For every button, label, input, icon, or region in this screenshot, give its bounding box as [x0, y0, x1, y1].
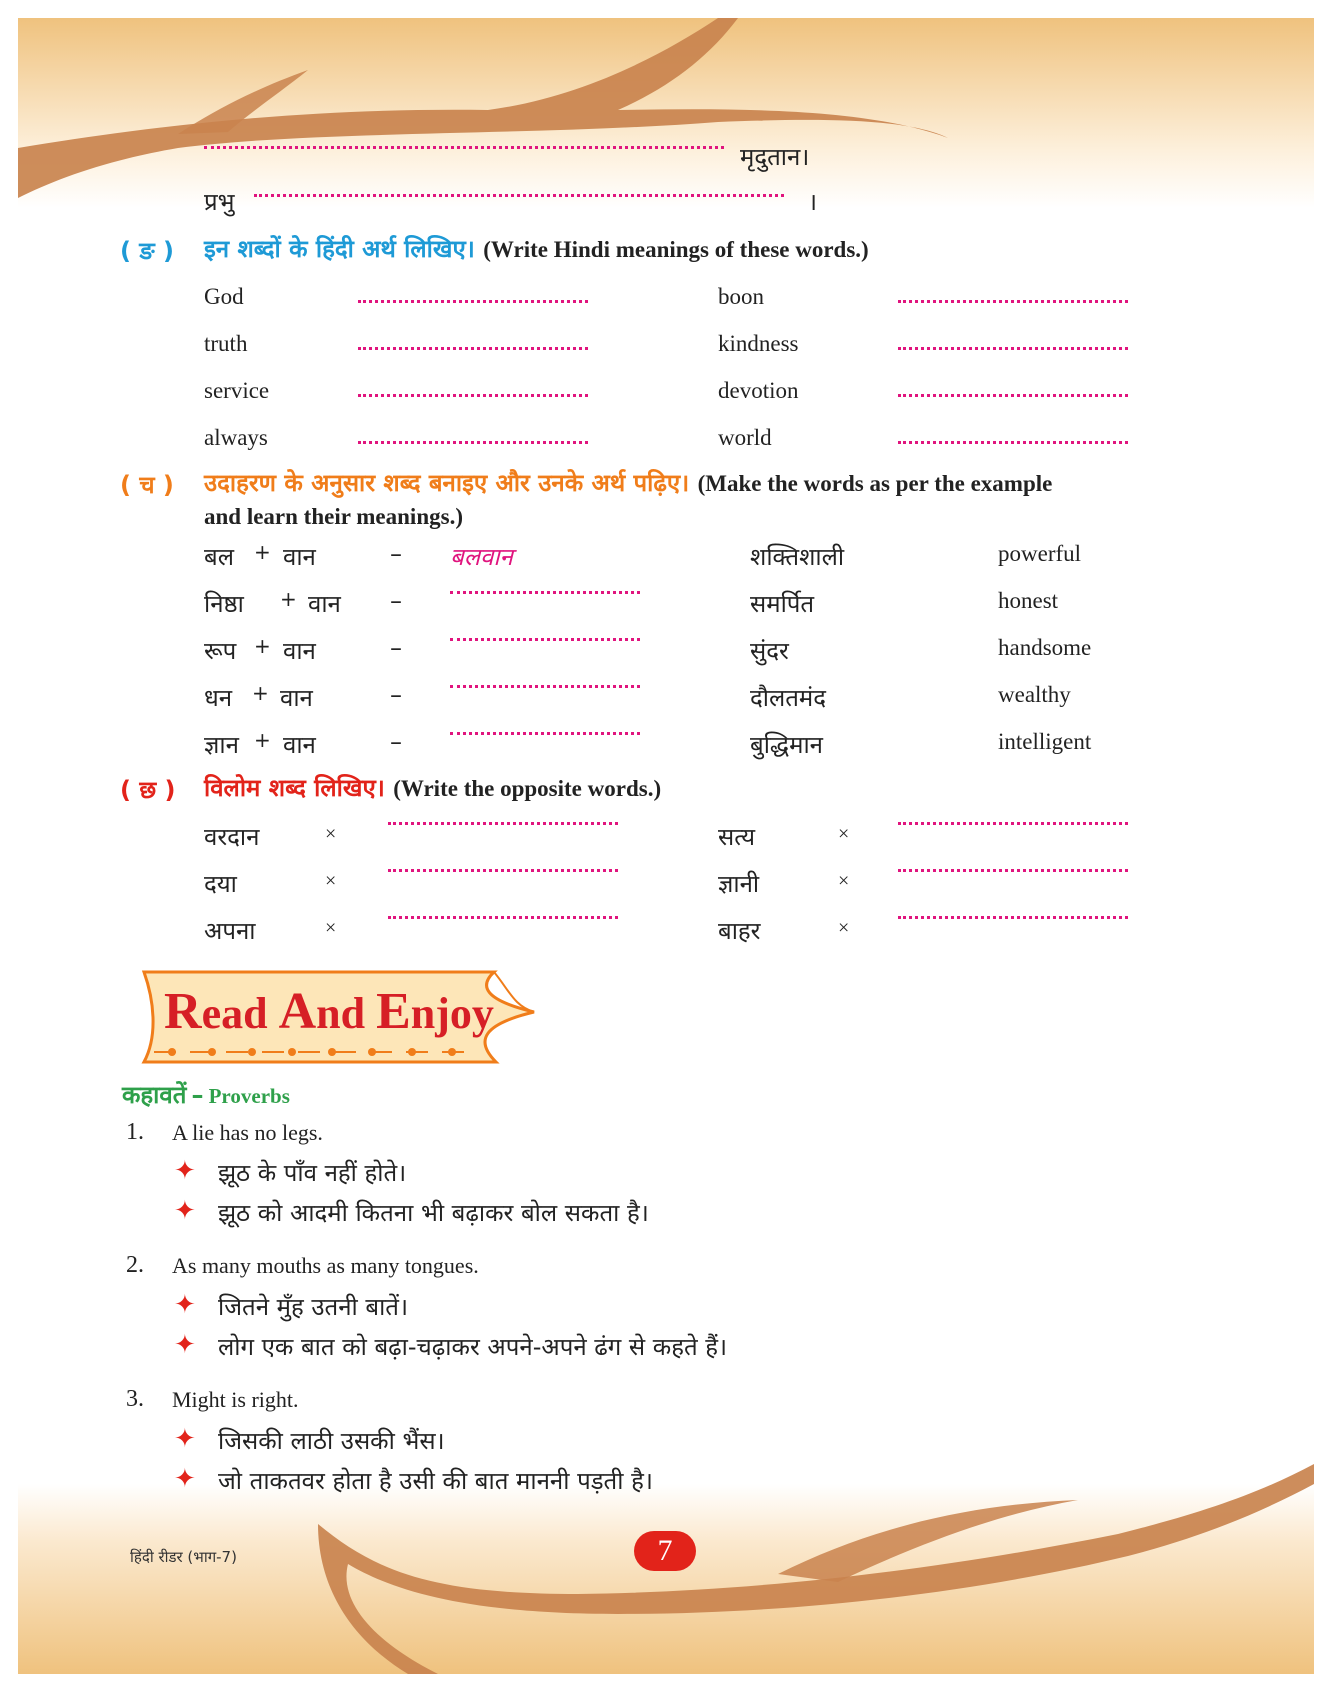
star-bullet-icon: ✦ [174, 1196, 196, 1226]
answer-blank[interactable] [450, 638, 640, 641]
dash: – [390, 728, 402, 756]
word-right: boon [718, 284, 764, 309]
proverb-number: 3. [126, 1386, 144, 1412]
opposite-right-word: बाहर [718, 917, 761, 945]
page-number-badge: 7 [634, 1531, 696, 1571]
base-word: बल [204, 543, 234, 571]
section-nga-label: ( ङ ) [120, 237, 174, 265]
base-word: ज्ञान [204, 731, 239, 759]
proverb-hindi: जितने मुँह उतनी बातें। [218, 1293, 409, 1321]
banner-letter: E [376, 983, 411, 1040]
banner-title [164, 982, 494, 1041]
proverbs-dash: – [191, 1081, 204, 1109]
answer-blank[interactable] [898, 300, 1128, 303]
word-left: God [204, 284, 244, 309]
line2-end-text: । [808, 188, 818, 216]
example-answer: बलवान [450, 543, 513, 571]
suffix-word: वान [283, 543, 316, 571]
proverb-hindi: जो ताकतवर होता है उसी की बात माननी पड़ती है। [218, 1467, 653, 1495]
proverb-english: A lie has no legs. [172, 1120, 323, 1145]
section-chha-label: ( छ ) [120, 776, 176, 804]
word-right: world [718, 425, 772, 450]
section-cha-title-hi: उदाहरण के अनुसार शब्द बनाइए और उनके अर्थ पढ़िए। [204, 469, 690, 497]
footer-book-title: हिंदी रीडर (भाग-7) [130, 1548, 237, 1566]
section-cha-label: ( च ) [120, 471, 174, 499]
suffix-word: वान [308, 590, 341, 618]
answer-blank[interactable] [898, 822, 1128, 825]
proverb-english: Might is right. [172, 1387, 299, 1412]
line1-end-text: मृदुतान। [740, 143, 810, 171]
star-bullet-icon: ✦ [174, 1156, 196, 1186]
cross-sign: × [325, 823, 337, 845]
proverb-hindi: जिसकी लाठी उसकी भैंस। [218, 1427, 445, 1455]
synonym: समर्पित [750, 590, 815, 618]
plus-sign: + [280, 587, 297, 611]
answer-blank[interactable] [358, 347, 588, 350]
cross-sign: × [838, 823, 850, 845]
star-bullet-icon: ✦ [174, 1290, 196, 1320]
plus-sign: + [254, 634, 271, 658]
plus-sign: + [254, 728, 271, 752]
answer-blank[interactable] [358, 394, 588, 397]
synonym: सुंदर [750, 637, 789, 665]
banner-letter: R [164, 983, 202, 1040]
cross-sign: × [838, 917, 850, 939]
opposite-right-word: ज्ञानी [718, 870, 760, 898]
banner-letter: A [278, 983, 317, 1040]
opposite-left-word: वरदान [204, 823, 260, 851]
proverb-english: As many mouths as many tongues. [172, 1253, 479, 1278]
section-chha-title-en: (Write the opposite words.) [393, 776, 662, 801]
answer-blank[interactable] [388, 916, 618, 919]
section-nga-title-hi: इन शब्दों के हिंदी अर्थ लिखिए। [204, 235, 475, 263]
section-chha-title [204, 771, 661, 804]
answer-blank[interactable] [450, 685, 640, 688]
star-bullet-icon: ✦ [174, 1424, 196, 1454]
dash: – [390, 681, 402, 709]
banner-word: njoy [410, 989, 494, 1038]
cross-sign: × [325, 870, 337, 892]
dash: – [390, 587, 402, 615]
meaning: intelligent [998, 729, 1092, 754]
base-word: निष्ठा [204, 590, 244, 618]
dash: – [390, 540, 402, 568]
answer-blank[interactable] [898, 869, 1128, 872]
proverb-hindi: झूठ को आदमी कितना भी बढ़ाकर बोल सकता है। [218, 1199, 649, 1227]
plus-sign: + [254, 540, 271, 564]
suffix-word: वान [280, 684, 313, 712]
proverbs-heading [122, 1078, 290, 1111]
answer-blank[interactable] [898, 916, 1128, 919]
synonym: दौलतमंद [750, 684, 827, 712]
dash: – [390, 634, 402, 662]
section-nga-title-en: (Write Hindi meanings of these words.) [483, 237, 869, 262]
cross-sign: × [325, 917, 337, 939]
word-left: always [204, 425, 268, 450]
suffix-word: वान [283, 731, 316, 759]
meaning: handsome [998, 635, 1092, 660]
banner-word: ead [201, 989, 279, 1038]
suffix-word: वान [283, 637, 316, 665]
meaning: honest [998, 588, 1059, 613]
answer-blank[interactable] [450, 591, 640, 594]
section-cha-title-en-1: (Make the words as per the example [697, 471, 1053, 496]
section-chha-title-hi: विलोम शब्द लिखिए। [204, 774, 385, 802]
proverb-number: 2. [126, 1252, 144, 1278]
answer-blank[interactable] [358, 300, 588, 303]
answer-blank[interactable] [388, 822, 618, 825]
cross-sign: × [838, 870, 850, 892]
opposite-left-word: अपना [204, 917, 256, 945]
proverbs-title-en: Proverbs [208, 1084, 290, 1108]
proverb-hindi: लोग एक बात को बढ़ा-चढ़ाकर अपने-अपने ढंग से कहते हैं। [218, 1333, 728, 1361]
proverb-hindi: झूठ के पाँव नहीं होते। [218, 1159, 407, 1187]
meaning: wealthy [998, 682, 1071, 707]
banner-word: nd [316, 989, 377, 1038]
word-left: service [204, 378, 270, 403]
section-cha-title [204, 466, 1052, 499]
base-word: रूप [204, 637, 237, 665]
word-right: devotion [718, 378, 799, 403]
line2-start-text: प्रभु [204, 188, 235, 216]
star-bullet-icon: ✦ [174, 1464, 196, 1494]
plus-sign: + [252, 681, 269, 705]
synonym: बुद्धिमान [750, 731, 823, 759]
star-bullet-icon: ✦ [174, 1330, 196, 1360]
answer-blank[interactable] [898, 394, 1128, 397]
answer-blank[interactable] [898, 347, 1128, 350]
meaning: powerful [998, 541, 1082, 566]
blank-line[interactable] [204, 146, 724, 149]
section-cha-title-en-2: and learn their meanings.) [204, 504, 463, 529]
synonym: शक्तिशाली [750, 543, 845, 571]
base-word: धन [204, 684, 233, 712]
word-right: kindness [718, 331, 799, 356]
proverbs-title-hi: कहावतें [122, 1081, 187, 1109]
proverb-number: 1. [126, 1119, 144, 1145]
blank-line[interactable] [254, 194, 784, 197]
page [18, 18, 1314, 1674]
section-nga-title [204, 232, 869, 265]
opposite-left-word: दया [204, 870, 237, 898]
answer-blank[interactable] [450, 732, 640, 735]
answer-blank[interactable] [898, 441, 1128, 444]
answer-blank[interactable] [388, 869, 618, 872]
opposite-right-word: सत्य [718, 823, 756, 851]
answer-blank[interactable] [358, 441, 588, 444]
word-left: truth [204, 331, 248, 356]
